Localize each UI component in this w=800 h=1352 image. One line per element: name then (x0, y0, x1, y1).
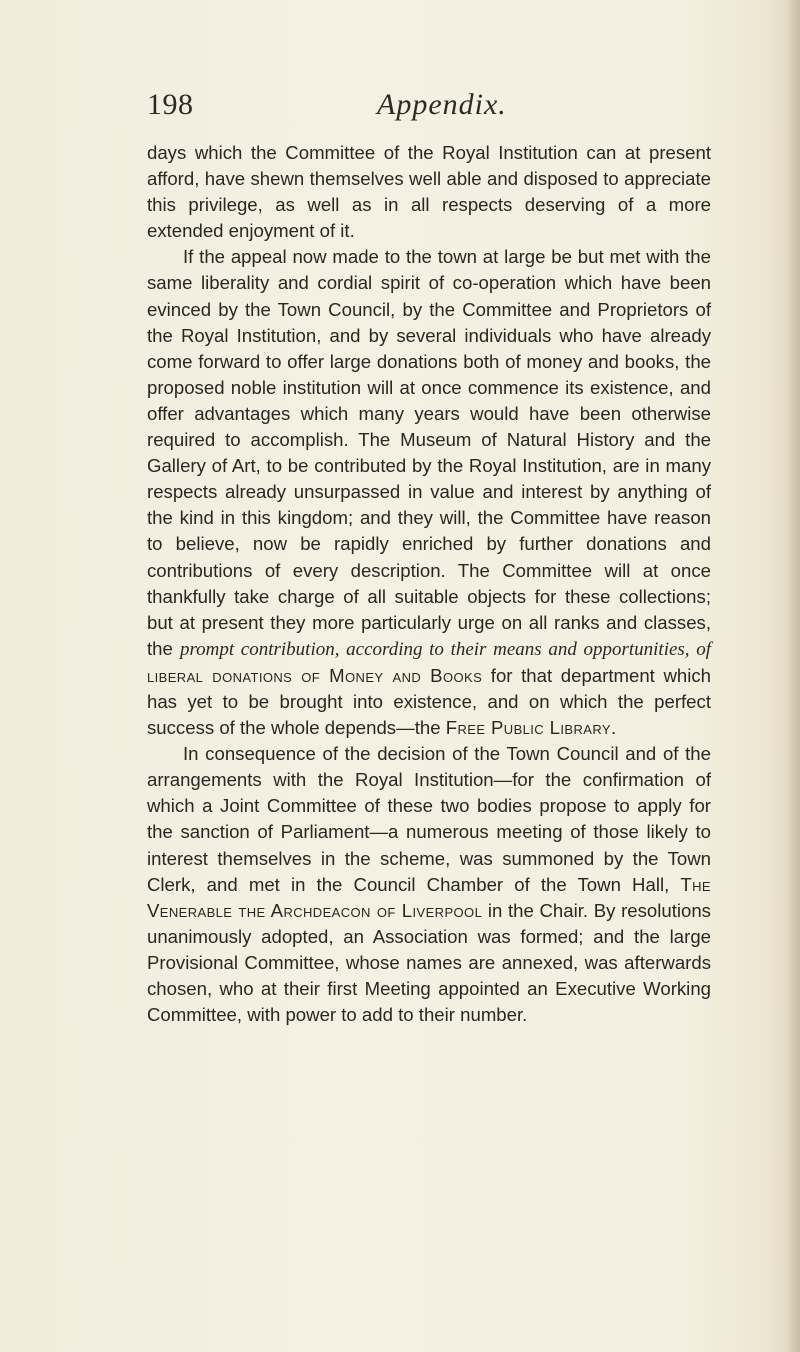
paragraph-2-smallcaps-phrase: liberal donations of Money and Books (147, 664, 483, 686)
paragraph-2-smallcaps-library: Free Public Library. (445, 717, 617, 739)
paragraph-3 (147, 741, 711, 1028)
paragraph-2 (147, 244, 711, 741)
paragraph-2-italic-phrase: prompt contribution, according to their means and opportunities, of (179, 638, 711, 660)
paragraph-3-smallcaps-chair: The Venerable the Archdeacon of Liverpool (147, 873, 711, 921)
body-text (147, 140, 711, 1028)
running-head: Appendix. (377, 88, 507, 121)
paragraph-3-text-a: In consequence of the decision of the Town Council and of the arrangements with the Royal Institution—for the confirmation of which a Joint Committee of these two bodies propose to apply for the sanction of Parliament—a numerous meeting of those likely to interest themselves in the scheme, was summoned by the Town Clerk, and met in the Council Chamber of the Town Hall, (147, 743, 711, 895)
page-header (147, 88, 707, 128)
paragraph-1: days which the Committee of the Royal Institution can at present afford, have shewn themselves well able and disposed to appreciate this privilege, as well as in all respects deserving of a more extended enjoyment of it. (147, 142, 711, 242)
paragraph-2-text-a: If the appeal now made to the town at large be but met with the same liberality and cordial spirit of co-operation which have been evinced by the Town Council, by the Committee and Proprietors of the Royal Institution, and by several individuals who have already come forward to offer large donations both of money and books, the proposed noble institution will at once commence its existence, and offer advantages which many years would have been otherwise required to accomplish. The Museum of Natural History and the Gallery of Art, to be contributed by the Royal Institution, are in many respects already unsurpassed in value and interest by anything of the kind in this kingdom; and they will, the Committee have reason to believe, now be rapidly enriched by further donations and contributions of every description. The Committee will at once thankfully take charge of all suitable objects for these collections; but at present they more particularly urge on all ranks and classes, the (147, 246, 711, 659)
page-edge-shadow (786, 0, 800, 1352)
paragraph-2-text-b: for that department which has yet to be brought into existence, and on which the perfect success of the whole depends—the (147, 664, 711, 739)
page-number: 198 (147, 88, 194, 121)
paragraph-3-text-b: in the Chair. By resolutions unanimously adopted, an Association was formed; and the large Provisional Committee, whose names are annexed, was afterwards chosen, who at their first Meeting appointed an Executive Working Committee, with power to add to their number. (147, 899, 711, 1026)
